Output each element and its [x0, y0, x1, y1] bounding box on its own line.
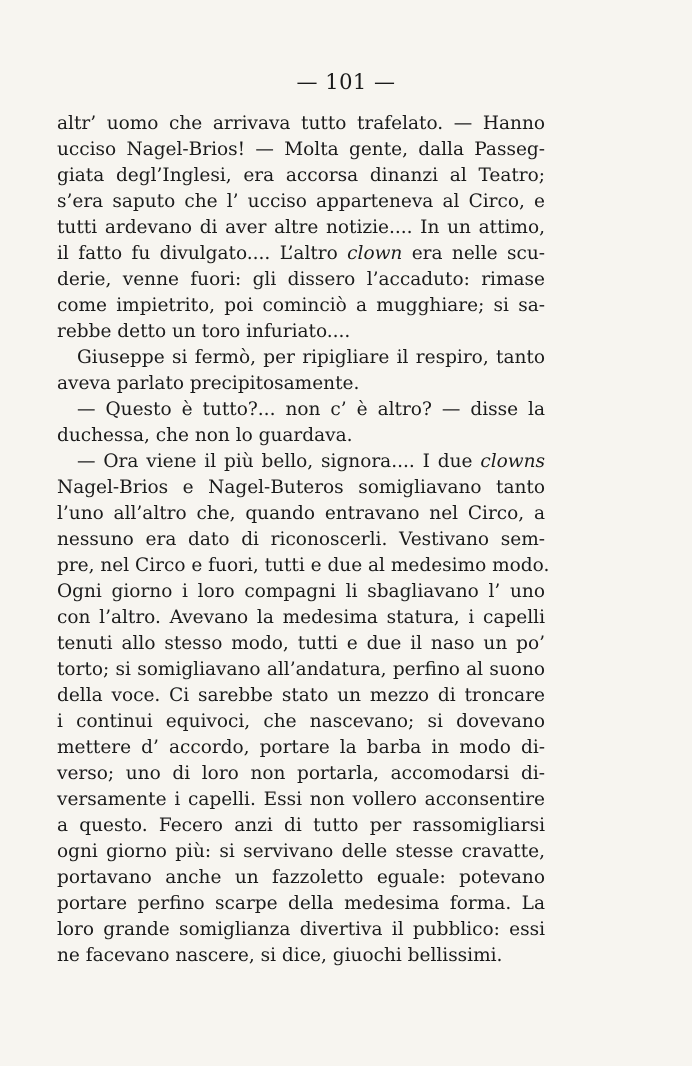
- text-line: il fatto fu divulgato.... L’altro clown era nelle scu-: [57, 243, 545, 264]
- text-line: giata degl’Inglesi, era accorsa dinanzi al Teatro;: [57, 165, 545, 186]
- text-line: portare perfino scarpe della medesima forma. La: [57, 893, 545, 914]
- text-line: s’era saputo che l’ ucciso apparteneva al Circo, e: [57, 191, 545, 212]
- text-line: torto; si somigliavano all’andatura, perfino al suono: [57, 659, 545, 680]
- text-line: mettere d’ accordo, portare la barba in modo di-: [57, 737, 545, 758]
- text-line: con l’altro. Avevano la medesima statura, i capelli: [57, 607, 545, 628]
- text-line: Nagel-Brios e Nagel-Buteros somigliavano tanto: [57, 477, 545, 498]
- text-line: derie, venne fuori: gli dissero l’accaduto: rimase: [57, 269, 545, 290]
- text-line: pre, nel Circo e fuori, tutti e due al medesimo modo.: [57, 555, 550, 576]
- page-number: — 101 —: [296, 70, 396, 94]
- body-text: [57, 111, 550, 969]
- text-line: ogni giorno più: si servivano delle stesse cravatte,: [57, 841, 545, 862]
- text-line: Giuseppe si fermò, per ripigliare il respiro, tanto: [77, 347, 545, 368]
- text-line: l’uno all’altro che, quando entravano nel Circo, a: [57, 503, 545, 524]
- text-line: — Ora viene il più bello, signora.... I due clowns: [77, 451, 545, 472]
- text-line: a questo. Fecero anzi di tutto per rassomigliarsi: [57, 815, 545, 836]
- text-line: tenuti allo stesso modo, tutti e due il naso un po’: [57, 633, 545, 654]
- text-line: nessuno era dato di riconoscerli. Vestivano sem-: [57, 529, 545, 550]
- text-line: ucciso Nagel-Brios! — Molta gente, dalla Passeg-: [57, 139, 545, 160]
- text-line: Ogni giorno i loro compagni li sbagliavano l’ uno: [57, 581, 545, 602]
- text-line: verso; uno di loro non portarla, accomodarsi di-: [57, 763, 545, 784]
- italic-word: clown: [347, 243, 403, 264]
- text-line: i continui equivoci, che nascevano; si dovevano: [57, 711, 545, 732]
- text-line: rebbe detto un toro infuriato....: [57, 321, 351, 342]
- text-line: ne facevano nascere, si dice, giuochi bellissimi.: [57, 945, 503, 966]
- text-line: della voce. Ci sarebbe stato un mezzo di troncare: [57, 685, 545, 706]
- text-line: portavano anche un fazzoletto eguale: potevano: [57, 867, 545, 888]
- text-line: duchessa, che non lo guardava.: [57, 425, 353, 446]
- text-line: aveva parlato precipitosamente.: [57, 373, 360, 394]
- text-line: — Questo è tutto?... non c’ è altro? — disse la: [77, 399, 545, 420]
- text-line: come impietrito, poi cominciò a mugghiare; si sa-: [57, 295, 545, 316]
- text-line: versamente i capelli. Essi non vollero acconsentire: [57, 789, 545, 810]
- italic-word: clowns: [480, 451, 545, 472]
- text-line: loro grande somiglianza divertiva il pubblico: essi: [57, 919, 545, 940]
- text-line: altr’ uomo che arrivava tutto trafelato. — Hanno: [57, 113, 545, 134]
- text-line: tutti ardevano di aver altre notizie.... In un attimo,: [57, 217, 545, 238]
